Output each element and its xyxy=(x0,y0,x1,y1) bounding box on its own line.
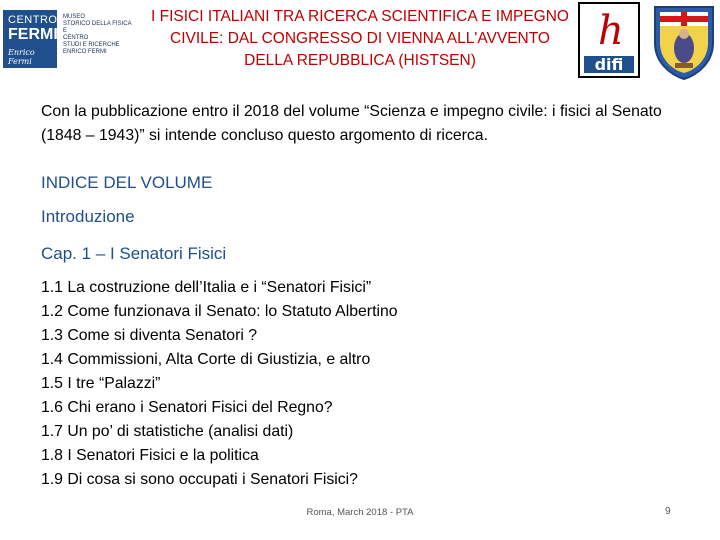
difi-logo xyxy=(578,2,640,78)
introduction-heading: Introduzione xyxy=(41,207,135,226)
logo-signature: Enrico Fermi xyxy=(8,48,35,66)
list-item: 1.9 Di cosa si sono occupati i Senatori Fisici? xyxy=(41,471,358,488)
logo-text-line: STORICO DELLA FISICA xyxy=(63,21,132,27)
centro-fermi-logo-text xyxy=(63,14,137,56)
table-of-contents xyxy=(41,276,398,492)
difi-logo-h-icon: h xyxy=(598,8,624,54)
difi-logo-text: difi xyxy=(594,55,624,74)
logo-text-line: STUDI E RICERCHE xyxy=(63,42,120,48)
list-item: 1.5 I tre “Palazzi” xyxy=(41,375,161,392)
logo-text-line: CENTRO xyxy=(63,35,89,41)
logo-text-line: E xyxy=(63,28,68,34)
list-item: 1.4 Commissioni, Alta Corte di Giustizia, e altro xyxy=(41,351,371,368)
page-title: I FISICI ITALIANI TRA RICERCA SCIENTIFICA E IMPEGNO CIVILE: DAL CONGRESSO DI VIENNA ALL'AVVENTO DELLA REPUBBLICA (HISTSEN) xyxy=(150,8,569,69)
logo-box-line2: FERMI xyxy=(8,26,58,43)
list-item: 1.6 Chi erano i Senatori Fisici del Regno? xyxy=(41,399,333,416)
intro-paragraph: Con la pubblicazione entro il 2018 del volume “Scienza e impegno civile: i fisici al Senato (1848 – 1943)” si intende concluso questo argomento di ricerca. xyxy=(41,103,662,144)
page-number: 9 xyxy=(665,506,671,517)
list-item: 1.2 Come funzionava il Senato: lo Statuto Albertino xyxy=(41,303,398,320)
footer-text: Roma, March 2018 - PTA xyxy=(306,507,414,518)
list-item: 1.3 Come si diventa Senatori ? xyxy=(41,327,258,344)
centro-fermi-logo xyxy=(3,10,135,68)
list-item: 1.8 I Senatori Fisici e la politica xyxy=(41,447,259,464)
logo-text-line: ENRICO FERMI xyxy=(63,49,107,55)
chapter-heading: Cap. 1 – I Senatori Fisici xyxy=(41,244,227,263)
university-crest-logo xyxy=(651,3,717,81)
list-item: 1.1 La costruzione dell’Italia e i “Senatori Fisici” xyxy=(41,279,372,296)
centro-fermi-logo-box xyxy=(3,10,57,68)
logo-text-line: MUSEO xyxy=(63,14,86,20)
index-heading: INDICE DEL VOLUME xyxy=(41,173,213,192)
list-item: 1.7 Un po’ di statistiche (analisi dati) xyxy=(41,423,294,440)
logo-box-line1: CENTRO xyxy=(8,14,58,26)
